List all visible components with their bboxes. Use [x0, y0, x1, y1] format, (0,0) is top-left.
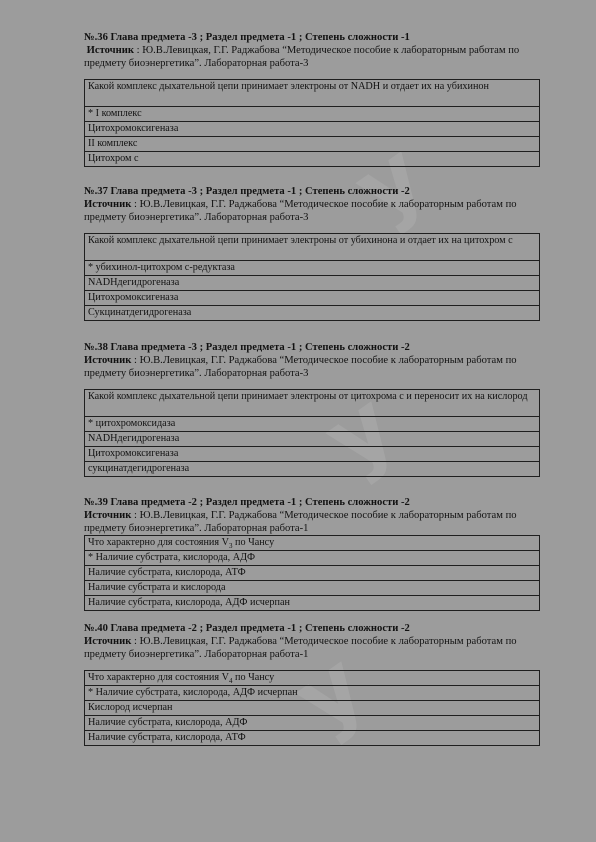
answer-option: сукцинатдегидрогеназа	[85, 462, 540, 477]
source-line	[84, 198, 540, 224]
question-title: №.38 Глава предмета -3 ; Раздел предмета -1 ; Степень сложности -2	[84, 342, 410, 353]
source-line	[84, 635, 540, 661]
question-block-39	[84, 496, 540, 611]
source-line	[84, 354, 540, 380]
answer-option: Кислород исчерпан	[85, 701, 540, 716]
source-label: Источник	[84, 636, 132, 647]
question-text-prefix: Что характерно для состояния V	[88, 672, 229, 683]
watermark-logo: y	[275, 632, 384, 753]
question-header	[84, 185, 540, 224]
question-header	[84, 496, 540, 535]
question-text-subscript: 4	[228, 677, 233, 686]
answer-option-correct: * убихинол-цитохром с-редуктаза	[85, 261, 540, 276]
question-title: №.37 Глава предмета -3 ; Раздел предмета -1 ; Степень сложности -2	[84, 186, 410, 197]
source-label: Источник	[84, 355, 132, 366]
question-text: Какой комплекс дыхательной цепи принимает электроны от NADH и отдает их на убихинон	[85, 80, 540, 107]
answer-option-correct: * Наличие субстрата, кислорода, АДФ	[85, 551, 540, 566]
question-header	[84, 622, 540, 661]
question-title: №.36 Глава предмета -3 ; Раздел предмета -1 ; Степень сложности -1	[84, 32, 410, 43]
answer-table	[84, 670, 540, 746]
question-text-prefix: Что характерно для состояния V	[88, 537, 229, 548]
answer-option: Сукцинатдегидрогеназа	[85, 306, 540, 321]
answer-option: II комплекс	[85, 137, 540, 152]
question-text: Какой комплекс дыхательной цепи принимает электроны от убихинона и отдает их на цитохром с	[85, 234, 540, 261]
source-line	[84, 509, 540, 535]
source-label: Источник	[84, 510, 132, 521]
question-header	[84, 341, 540, 380]
question-block-37	[84, 185, 540, 321]
source-text: : Ю.В.Левицкая, Г.Г. Раджабова “Методическое пособие к лабораторным работам по предмету биоэнергетика”. Лабораторная работа-3	[84, 199, 517, 223]
answer-option-correct: * I комплекс	[85, 107, 540, 122]
answer-option: Цитохромоксигеназа	[85, 447, 540, 462]
answer-option: NADHдегидрогеназа	[85, 432, 540, 447]
source-text: : Ю.В.Левицкая, Г.Г. Раджабова “Методическое пособие к лабораторным работам по предмету биоэнергетика”. Лабораторная работа-1	[84, 510, 517, 534]
question-text: Какой комплекс дыхательной цепи принимает электроны от цитохрома с и переносит их на кислород	[85, 390, 540, 417]
question-title: №.40 Глава предмета -2 ; Раздел предмета -1 ; Степень сложности -2	[84, 623, 410, 634]
answer-option: Цитохромоксигеназа	[85, 122, 540, 137]
answer-option: Наличие субстрата, кислорода, АДФ исчерпан	[85, 596, 540, 611]
source-text: : Ю.В.Левицкая, Г.Г. Раджабова “Методическое пособие к лабораторным работам по предмету биоэнергетика”. Лабораторная работа-3	[84, 45, 520, 69]
source-text: : Ю.В.Левицкая, Г.Г. Раджабова “Методическое пособие к лабораторным работам по предмету биоэнергетика”. Лабораторная работа-1	[84, 636, 517, 660]
question-text	[85, 671, 540, 686]
question-text-suffix: по Чансу	[232, 672, 275, 683]
source-label: Источник	[84, 199, 132, 210]
question-block-36	[84, 31, 540, 167]
question-header	[84, 31, 540, 70]
watermark-logo: y	[305, 372, 414, 493]
source-label: Источник	[86, 45, 134, 56]
answer-option: Цитохромоксигеназа	[85, 291, 540, 306]
answer-option: Наличие субстрата и кислорода	[85, 581, 540, 596]
answer-table	[84, 233, 540, 321]
question-title: №.39 Глава предмета -2 ; Раздел предмета -1 ; Степень сложности -2	[84, 497, 410, 508]
question-text	[85, 536, 540, 551]
answer-option-correct: * Наличие субстрата, кислорода, АДФ исчерпан	[85, 686, 540, 701]
answer-option: Наличие субстрата, кислорода, АТФ	[85, 566, 540, 581]
question-text-suffix: по Чансу	[232, 537, 275, 548]
watermark-logo: y	[335, 122, 444, 243]
answer-option: Наличие субстрата, кислорода, АТФ	[85, 731, 540, 746]
answer-option: Наличие субстрата, кислорода, АДФ	[85, 716, 540, 731]
answer-table	[84, 535, 540, 611]
question-text-subscript: 3	[228, 542, 233, 551]
answer-option: NADHдегидрогеназа	[85, 276, 540, 291]
answer-table	[84, 79, 540, 167]
question-block-40	[84, 622, 540, 746]
answer-table	[84, 389, 540, 477]
source-text: : Ю.В.Левицкая, Г.Г. Раджабова “Методическое пособие к лабораторным работам по предмету биоэнергетика”. Лабораторная работа-3	[84, 355, 517, 379]
answer-option-correct: * цитохромоксидаза	[85, 417, 540, 432]
source-line	[84, 44, 540, 70]
question-block-38	[84, 341, 540, 477]
answer-option: Цитохром с	[85, 152, 540, 167]
